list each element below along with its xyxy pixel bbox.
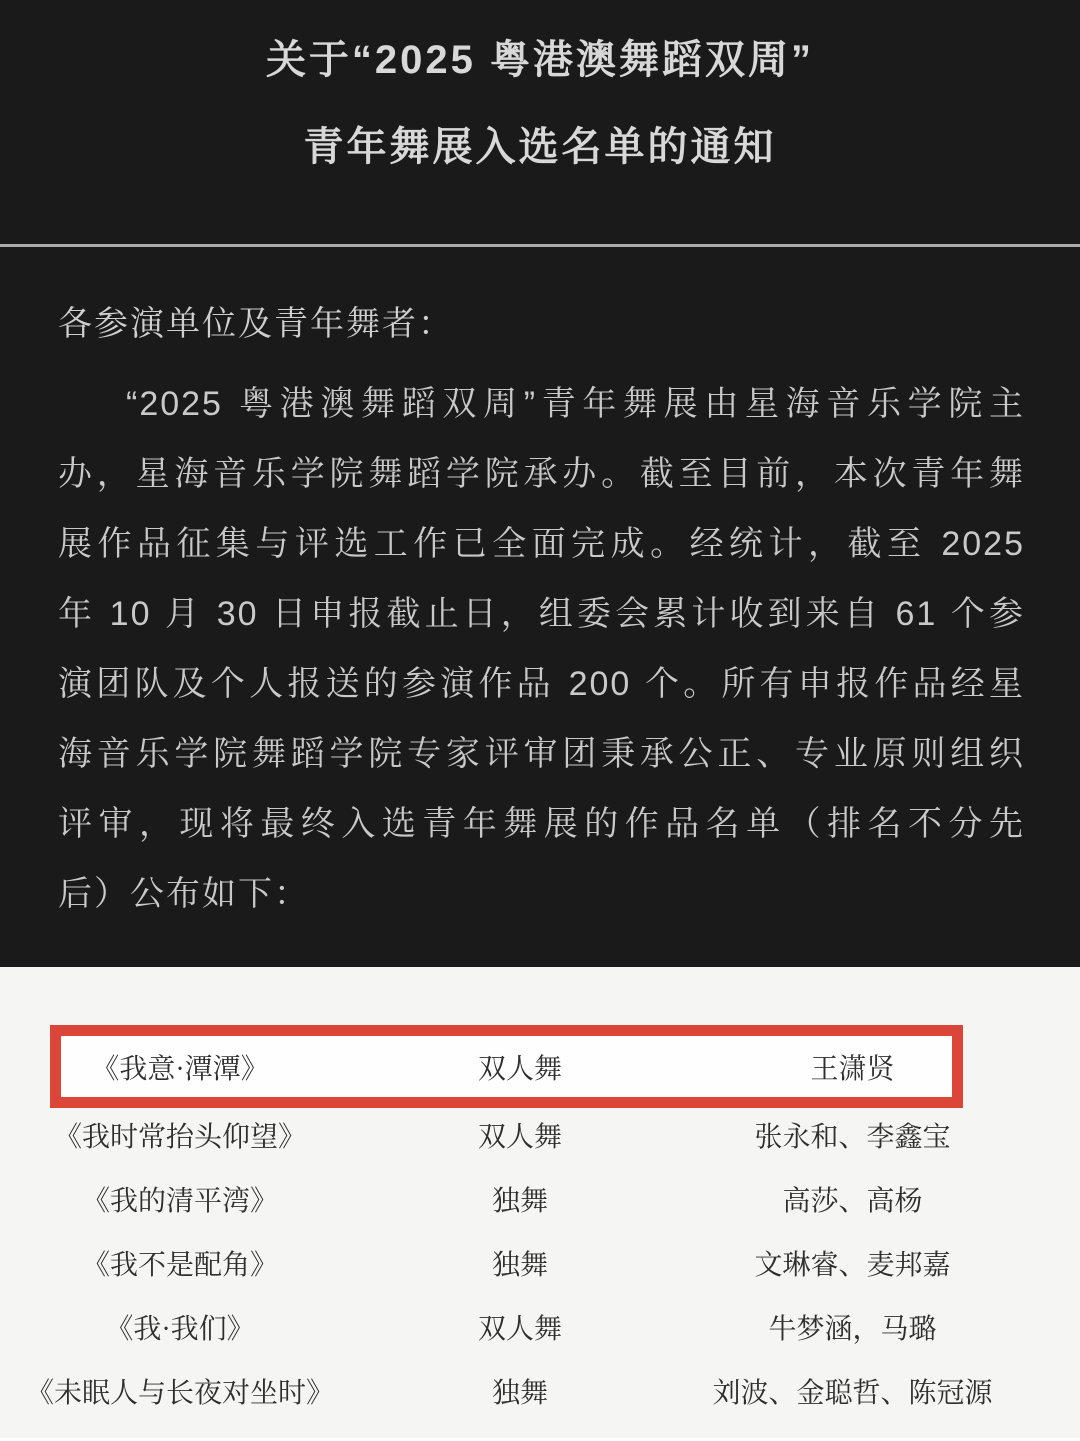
table-row bbox=[0, 1103, 1080, 1167]
genre-cell: 双人舞 bbox=[477, 1053, 562, 1085]
table-row bbox=[0, 1231, 1080, 1295]
paragraph-line: 评审，现将最终入选青年舞展的作品名单（排名不分先 bbox=[58, 805, 1025, 843]
table-row bbox=[0, 1167, 1080, 1231]
paragraph-line: 海音乐学院舞蹈学院专家评审团秉承公正、专业原则组织 bbox=[58, 735, 1025, 773]
notice-paragraph bbox=[58, 369, 1025, 929]
highlight-box bbox=[50, 1025, 963, 1108]
performers-cell: 王潇贤 bbox=[810, 1053, 895, 1085]
table-row bbox=[0, 1359, 1080, 1423]
work-title-cell: 《未眠人与长夜对坐时》 bbox=[25, 1378, 334, 1409]
performers-cell: 文琳睿、麦邦嘉 bbox=[754, 1250, 951, 1281]
genre-cell: 双人舞 bbox=[477, 1122, 562, 1153]
notice-header bbox=[0, 0, 1080, 247]
genre-cell: 双人舞 bbox=[477, 1314, 562, 1345]
notice-body bbox=[0, 247, 1080, 967]
work-title-cell: 《我·我们》 bbox=[105, 1314, 255, 1345]
paragraph-line: 展作品征集与评选工作已全面完成。经统计，截至 2025 bbox=[58, 525, 1025, 563]
genre-cell: 独舞 bbox=[491, 1250, 548, 1281]
performers-cell: 高莎、高杨 bbox=[782, 1186, 923, 1217]
selection-list bbox=[0, 967, 1080, 1438]
paragraph-line: 演团队及个人报送的参演作品 200 个。所有申报作品经星 bbox=[58, 665, 1025, 703]
table-row-highlighted bbox=[0, 1036, 1080, 1097]
performers-cell: 张永和、李鑫宝 bbox=[754, 1122, 951, 1153]
paragraph-line: 后）公布如下： bbox=[58, 875, 310, 913]
genre-cell: 独舞 bbox=[491, 1378, 548, 1409]
performers-cell: 刘波、金聪哲、陈冠源 bbox=[712, 1378, 993, 1409]
paragraph-line: 办，星海音乐学院舞蹈学院承办。截至目前，本次青年舞 bbox=[58, 455, 1025, 493]
notice-title-line1: 关于“2025 粤港澳舞蹈双周” bbox=[265, 38, 815, 82]
work-title-cell: 《我时常抬头仰望》 bbox=[53, 1122, 306, 1153]
paragraph-line: “2025 粤港澳舞蹈双周”青年舞展由星海音乐学院主 bbox=[126, 385, 1025, 423]
performers-cell: 牛梦涵，马璐 bbox=[768, 1314, 937, 1345]
salutation: 各参演单位及青年舞者： bbox=[58, 305, 454, 343]
work-title-cell: 《我不是配角》 bbox=[81, 1250, 278, 1281]
paragraph-line: 年 10 月 30 日申报截止日，组委会累计收到来自 61 个参 bbox=[58, 595, 1025, 633]
work-title-cell: 《我意·潭潭》 bbox=[91, 1053, 269, 1085]
genre-cell: 独舞 bbox=[491, 1186, 548, 1217]
notice-title-line2: 青年舞展入选名单的通知 bbox=[303, 125, 777, 169]
list-rows bbox=[0, 1103, 1080, 1423]
table-row bbox=[0, 1295, 1080, 1359]
work-title-cell: 《我的清平湾》 bbox=[81, 1186, 278, 1217]
